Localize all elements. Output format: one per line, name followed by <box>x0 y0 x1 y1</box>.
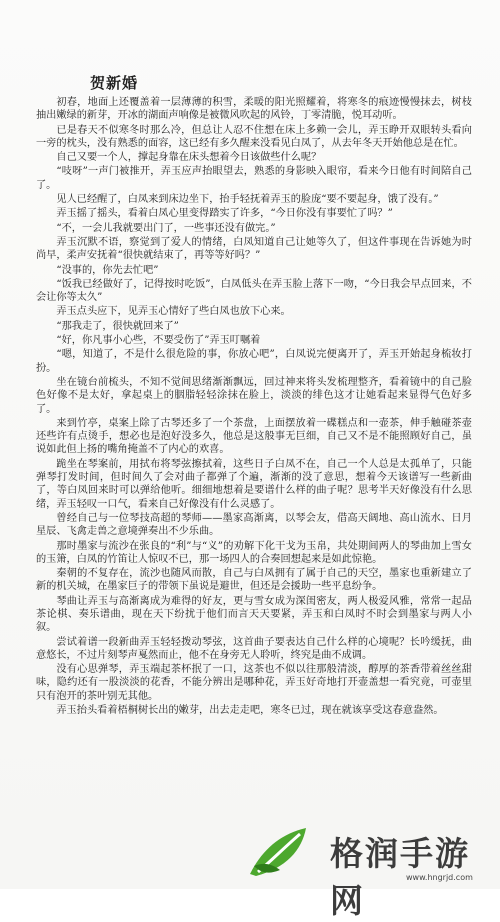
body-paragraph: “那我走了，很快就回来了” <box>56 320 179 332</box>
body-paragraph: 见人已经醒了，白凤来到床边坐下，抬手轻抚着弄玉的脸庞“要不要起身，饿了没有。” <box>56 194 439 206</box>
watermark-site-name: 格润手游网 <box>330 834 470 920</box>
body-paragraph: 秦朝的不复存在，流沙也随风而散，自己与白凤拥有了属于自己的天空，墨家也重新建立了新的机关城，在墨家巨子的带领下虽说是避世，但还是会援助一些平息纷争。 <box>36 568 472 593</box>
body-paragraph: “饭我已经做好了，记得按时吃饭”，白凤低头在弄玉脸上落下一吻，“今日我会早点回来，不会让你等太久” <box>36 278 472 304</box>
site-watermark <box>226 818 500 920</box>
body-paragraph: 坐在镜台前梳头，不知不觉间思绪渐渐飘远，回过神来将头发梳理整齐，看着镜中的自己脸色好像不是太好，拿起桌上的胭脂轻轻涂抹在脸上，淡淡的绯色这才让她看起来显得气色好多了。 <box>36 376 472 415</box>
watermark-url: www.hngrjd.com <box>406 873 473 882</box>
body-paragraph: 弄玉抬头看着梧桐树长出的嫩芽，出去走走吧，寒冬已过，现在就该享受这春意盎然。 <box>56 705 444 717</box>
document-title: 贺新婚 <box>90 74 139 92</box>
body-paragraph: “嗯，知道了，不是什么很危险的事，你放心吧”，白凤说完便离开了，弄玉开始起身梳妆打扮。 <box>36 349 472 374</box>
body-paragraph: 已是春天不似寒冬时那么冷，但总让人忍不住想在床上多赖一会儿，弄玉睁开双眼转头看向一旁的枕头，没有熟悉的面容，这已经有多久醒来没看见白凤了，从去年冬天开始他总是在忙。 <box>36 124 472 149</box>
body-paragraph: 来到竹亭，桌案上除了古琴还多了一个茶盘，上面摆放着一碟糕点和一壶茶，伸手触碰茶壶还些许有点烫手，想必也是泡好没多久，他总是这般事无巨细，自己又不是不能照顾好自己，虽说如此但上扬的嘴角掩盖不了内心的欢喜。 <box>36 417 472 456</box>
body-paragraph: “不，一会儿我就要出门了，一些事还没有做完。” <box>56 222 276 234</box>
body-paragraph: 琴曲让弄玉与高渐离成为难得的好友，更与雪女成为深闺密友，两人极爱风雅，常常一起品茶论棋、奏乐谱曲，现在天下纷扰于他们而言天天要紧，弄玉和白凤时不时会到墨家与两人小叙。 <box>36 595 472 634</box>
body-paragraph: “好，你凡事小心些，不要受伤了”弄玉叮嘱着 <box>56 335 261 347</box>
body-paragraph: “没事的，你先去忙吧” <box>56 264 159 276</box>
body-paragraph: 初春，地面上还覆盖着一层薄薄的积雪，柔暖的阳光照耀着，将寒冬的痕迹慢慢抹去，树枝抽出嫩绿的新芽，开冰的湖面声响像是被微风吹起的风铃，丁零清脆，悦耳动听。 <box>36 97 472 122</box>
body-paragraph: 没有心思弹琴，弄玉端起茶杯抿了一口，这茶也不似以往那般清淡，醇厚的茶香带着丝丝甜味，隐约还有一股淡淡的花香，不能分辨出是哪种花，弄玉好奇地打开壶盖想一看究竟，可壶里只有泡开的茶叶别无其他。 <box>36 664 472 702</box>
body-paragraph: 弄玉沉默不语，察觉到了爱人的情绪，白凤知道自己让她等久了，但这件事现在告诉她为时尚早，柔声安抚着“很快就结束了，再等等好吗？” <box>36 236 472 262</box>
leaf-logo-icon <box>244 820 316 880</box>
body-paragraph: 自己又要一个人，撑起身靠在床头想着今日该做些什么呢？ <box>56 152 322 164</box>
body-paragraph: 弄玉摇了摇头，看着白凤心里变得踏实了许多，“今日你没有事要忙了吗？” <box>56 208 393 220</box>
body-paragraph: 那时墨家与流沙在张良的“利”与“义”的劝解下化干戈为玉帛，共处期间两人的琴曲加上雪女的玉箫，白凤的竹笛让人惊叹不已，那一场四人的合奏回想起来是如此惊艳。 <box>36 540 472 565</box>
body-paragraph: 曾经自己与一位琴技高超的琴师——墨家高渐离，以琴会友，借高天阔地、高山流水、日月星辰、飞禽走兽之意境弹奏出不少乐曲。 <box>36 512 472 538</box>
body-paragraph: 跪坐在琴案前，用拭布将琴弦擦拭着，这些日子白凤不在，自己一个人总是太孤单了，只能弹琴打发时间，但时间久了会对曲子都弹了个遍，渐渐的没了意思，想着今天该谱写一些新曲了，等白凤回来时可以弹给他听。细细地想着是要谱什么样的曲子呢？思考半天好像没有什么思绪，弄玉轻叹一口气，看来自己好像没有什么灵感了。 <box>36 458 472 510</box>
body-paragraph: 尝试着谱一段新曲弄玉轻轻拨动琴弦，这首曲子要表达自己什么样的心境呢？长吟缓抚，曲意悠长，不过片刻琴声戛然而止，他不在身旁无人聆听，终究是曲不成调。 <box>36 636 472 661</box>
body-paragraph: “吱呀”一声门被推开，弄玉应声抬眼望去，熟悉的身影映入眼帘，看来今日他有时间陪自己了。 <box>36 166 472 191</box>
document-body <box>36 96 472 718</box>
body-paragraph: 弄玉点头应下，见弄玉心情好了些白凤也放下心来。 <box>56 306 291 318</box>
